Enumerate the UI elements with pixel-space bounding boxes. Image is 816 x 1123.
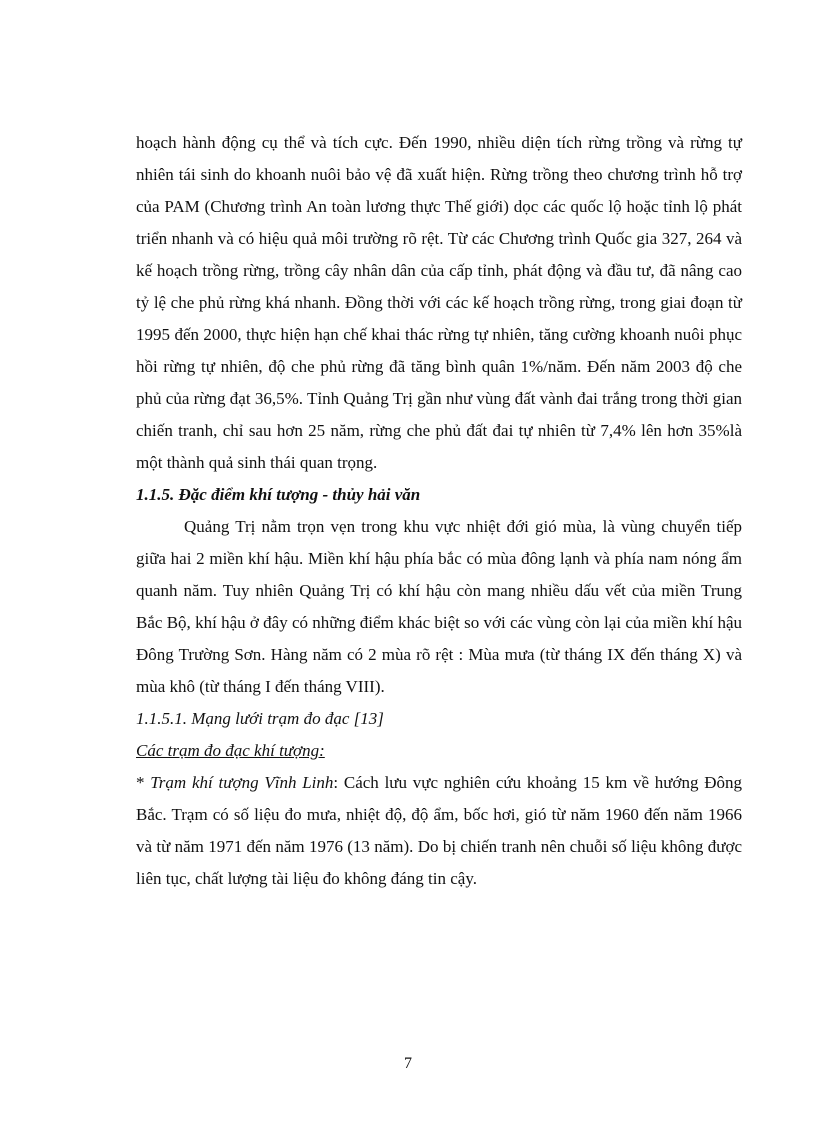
station-name: Trạm khí tượng Vĩnh Linh bbox=[150, 773, 334, 792]
paragraph-vinh-linh-station bbox=[136, 767, 742, 895]
section-heading-1-1-5: 1.1.5. Đặc điểm khí tượng - thủy hải văn bbox=[136, 485, 421, 504]
section-heading-1-1-5-1: 1.1.5.1. Mạng lưới trạm đo đạc [13] bbox=[136, 709, 384, 728]
paragraph-forest-cover: hoạch hành động cụ thể và tích cực. Đến 1990, nhiều diện tích rừng trồng và rừng tự nhiên tái sinh do khoanh nuôi bảo vệ đã xuất hiện. Rừng trồng theo chương trình hỗ trợ của PAM (Chương trình An toàn lương thực Thế giới) dọc các quốc lộ hoặc tỉnh lộ phát triển nhanh và có hiệu quả môi trường rõ rệt. Từ các Chương trình Quốc gia 327, 264 và kế hoạch trồng rừng, trồng cây nhân dân của cấp tỉnh, phát động và đầu tư, đã nâng cao tỷ lệ che phủ rừng khá nhanh. Đồng thời với các kế hoạch trồng rừng, trong giai đoạn từ 1995 đến 2000, thực hiện hạn chế khai thác rừng tự nhiên, tăng cường khoanh nuôi phục hồi rừng tự nhiên, độ che phủ rừng đã tăng bình quân 1%/năm. Đến năm 2003 độ che phủ của rừng đạt 36,5%. Tỉnh Quảng Trị gần như vùng đất vành đai trắng trong thời gian chiến tranh, chỉ sau hơn 25 năm, rừng che phủ đất đai tự nhiên từ 7,4% lên hơn 35%là một thành quả sinh thái quan trọng. bbox=[136, 133, 742, 472]
bullet-marker: * bbox=[136, 773, 151, 792]
document-page bbox=[136, 127, 742, 895]
subheading-weather-stations: Các trạm đo đạc khí tượng: bbox=[136, 741, 325, 760]
paragraph-climate: Quảng Trị nằm trọn vẹn trong khu vực nhiệt đới gió mùa, là vùng chuyển tiếp giữa hai 2 miền khí hậu. Miền khí hậu phía bắc có mùa đông lạnh và phía nam nóng ẩm quanh năm. Tuy nhiên Quảng Trị có khí hậu còn mang nhiều dấu vết của miền Trung Bắc Bộ, khí hậu ở đây có những điểm khác biệt so với các vùng còn lại của miền khí hậu Đông Trường Sơn. Hàng năm có 2 mùa rõ rệt : Mùa mưa (từ tháng IX đến tháng X) và mùa khô (từ tháng I đến tháng VIII). bbox=[136, 517, 742, 696]
page-number: 7 bbox=[404, 1055, 412, 1072]
station-description: : Cách lưu vực nghiên cứu khoảng 15 km về hướng Đông Bắc. Trạm có số liệu đo mưa, nhiệt độ, độ ẩm, bốc hơi, gió từ năm 1960 đến năm 1966 và từ năm 1971 đến năm 1976 (13 năm). Do bị chiến tranh nên chuỗi số liệu không được liên tục, chất lượng tài liệu đo không đáng tin cậy. bbox=[136, 773, 743, 888]
